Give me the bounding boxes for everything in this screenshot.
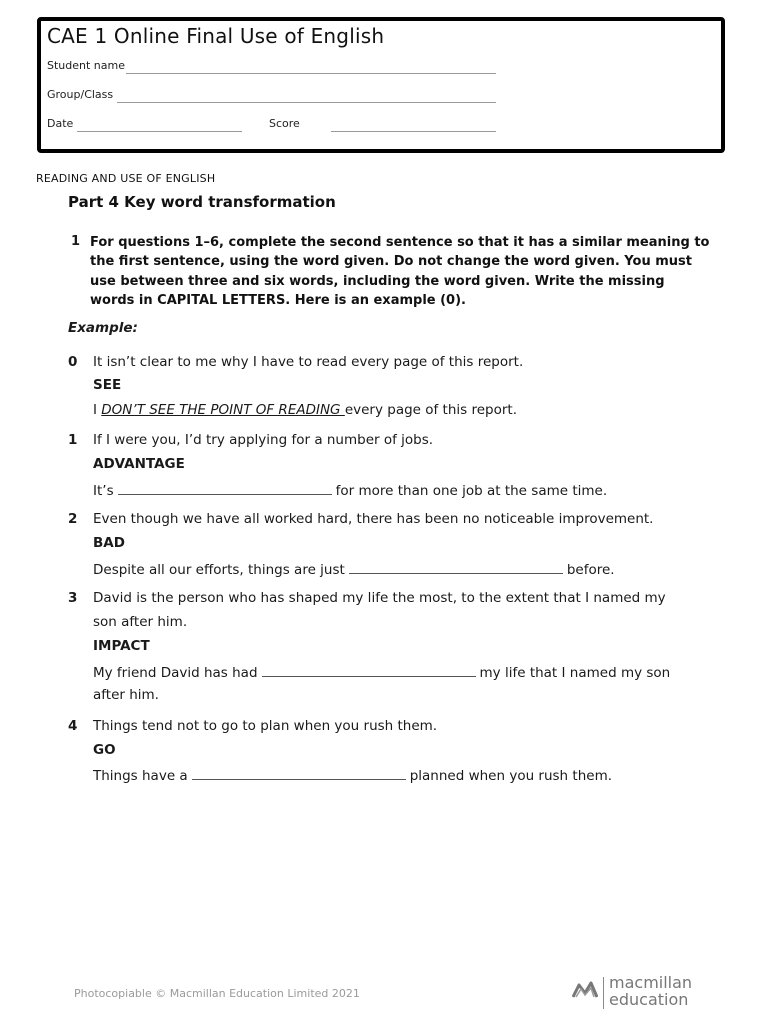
answer-before: My friend David has had <box>93 665 258 681</box>
score-label: Score <box>269 117 300 130</box>
answer-before: Despite all our efforts, things are just <box>93 562 345 578</box>
answer-before: Things have a <box>93 768 188 784</box>
answer-after: my life that I named my son <box>479 665 671 681</box>
question-key-word: ADVANTAGE <box>93 456 185 472</box>
question-key-word: BAD <box>93 535 125 551</box>
copyright-text: Photocopiable © Macmillan Education Limited 2021 <box>74 987 360 1000</box>
answer-blank[interactable] <box>349 560 563 574</box>
group-class-field[interactable] <box>117 102 496 103</box>
example-answer-line <box>93 402 517 418</box>
answer-after-line2: after him. <box>93 687 159 703</box>
question-sentence: Even though we have all worked hard, there has been no noticeable improvement. <box>93 511 654 527</box>
question-answer-line <box>93 663 670 681</box>
question-number: 2 <box>68 511 78 527</box>
question-key-word: IMPACT <box>93 638 150 654</box>
header-box <box>37 17 725 153</box>
example-answer-after: every page of this report. <box>344 402 518 418</box>
macmillan-logo <box>572 975 702 1015</box>
brand-name <box>609 974 692 1008</box>
question-sentence: Things tend not to go to plan when you rush them. <box>93 718 438 734</box>
logo-divider <box>603 977 604 1009</box>
score-field[interactable] <box>331 131 496 132</box>
question-number: 4 <box>68 718 78 734</box>
document-title: CAE 1 Online Final Use of English <box>47 24 385 48</box>
student-name-field[interactable] <box>126 73 496 74</box>
example-key-word: SEE <box>93 377 122 393</box>
example-answer-before: I <box>93 402 102 418</box>
answer-after: before. <box>566 562 615 578</box>
question-answer-line <box>93 560 615 578</box>
example-number: 0 <box>68 354 78 370</box>
group-class-label: Group/Class <box>47 88 114 101</box>
part-title: Part 4 Key word transformation <box>68 193 336 211</box>
answer-blank[interactable] <box>262 663 476 677</box>
brand-line-2: education <box>609 990 689 1009</box>
question-key-word: GO <box>93 742 116 758</box>
instruction-text: For questions 1–6, complete the second sentence so that it has a similar meaning to the first sentence, using the word given. Do not change the word given. You must use between three and six words, including the word given. Write the missing words in CAPITAL LETTERS. Here is an example (0). <box>90 235 710 308</box>
example-answer: DON’T SEE THE POINT OF READING <box>101 402 345 418</box>
question-sentence-line1: David is the person who has shaped my life the most, to the extent that I named my <box>93 590 666 606</box>
instruction-number: 1 <box>71 234 81 249</box>
answer-blank[interactable] <box>192 766 406 780</box>
example-sentence: It isn’t clear to me why I have to read every page of this report. <box>93 354 524 370</box>
question-number: 1 <box>68 432 78 448</box>
question-sentence-line2: son after him. <box>93 614 188 630</box>
question-answer-line <box>93 766 612 784</box>
answer-after: for more than one job at the same time. <box>335 483 608 499</box>
question-sentence: If I were you, I’d try applying for a number of jobs. <box>93 432 434 448</box>
question-number: 3 <box>68 590 78 606</box>
question-answer-line <box>93 481 607 499</box>
answer-after: planned when you rush them. <box>409 768 613 784</box>
macmillan-m-icon <box>572 980 598 998</box>
date-label: Date <box>47 117 74 130</box>
brand-line-1: macmillan <box>609 973 693 992</box>
example-label: Example: <box>68 320 138 336</box>
section-label: READING AND USE OF ENGLISH <box>36 172 216 185</box>
answer-blank[interactable] <box>118 481 332 495</box>
date-field[interactable] <box>77 131 242 132</box>
student-name-label: Student name <box>47 59 125 72</box>
answer-before: It’s <box>93 483 114 499</box>
